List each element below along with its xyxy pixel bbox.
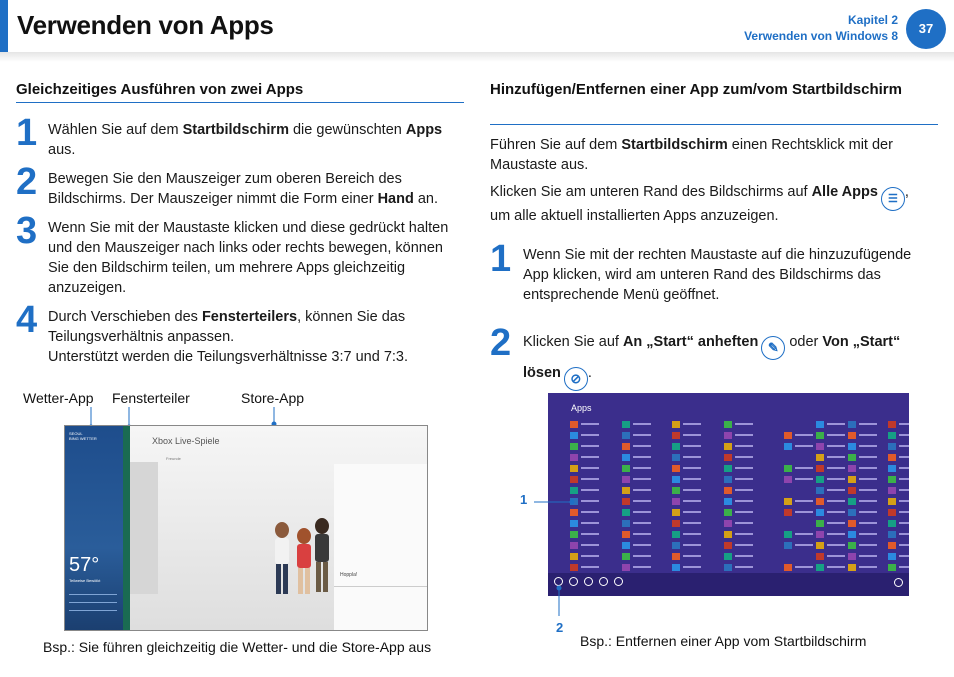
app-tile-label: [859, 555, 877, 557]
app-tile[interactable]: [784, 476, 792, 483]
app-tile[interactable]: [888, 421, 896, 428]
app-tile[interactable]: [816, 498, 824, 505]
app-tile[interactable]: [816, 531, 824, 538]
app-tile-label: [735, 445, 753, 447]
app-tile[interactable]: [784, 498, 792, 505]
app-tile[interactable]: [816, 487, 824, 494]
app-tile-label: [735, 522, 753, 524]
app-tile-label: [683, 566, 701, 568]
app-tile-label: [735, 434, 753, 436]
app-tile[interactable]: [622, 421, 630, 428]
app-tile-label: [735, 456, 753, 458]
app-tile-label: [581, 533, 599, 535]
page-number-badge: 37: [906, 9, 946, 49]
app-tile[interactable]: [622, 432, 630, 439]
app-tile[interactable]: [672, 564, 680, 571]
app-tile[interactable]: [848, 443, 856, 450]
app-tile-label: [899, 522, 909, 524]
app-tile-label: [633, 555, 651, 557]
app-tile[interactable]: [816, 542, 824, 549]
app-tile-label: [859, 489, 877, 491]
app-tile[interactable]: [848, 520, 856, 527]
app-tile[interactable]: [672, 443, 680, 450]
app-tile-label: [683, 445, 701, 447]
app-tile-label: [899, 467, 909, 469]
app-tile-label: [827, 467, 845, 469]
app-tile[interactable]: [622, 520, 630, 527]
app-tile-label: [581, 500, 599, 502]
heading-rule-right: [490, 124, 938, 125]
app-tile[interactable]: [622, 476, 630, 483]
app-tile-label: [827, 456, 845, 458]
app-tile-label: [899, 566, 909, 568]
app-tile[interactable]: [784, 531, 792, 538]
weather-city: SEOUL: [69, 431, 83, 436]
app-tile-label: [899, 555, 909, 557]
label-divider: Fensterteiler: [112, 390, 190, 406]
app-tile-label: [859, 522, 877, 524]
label-store-app: Store-App: [241, 390, 305, 406]
app-tile[interactable]: [888, 553, 896, 560]
app-tile-label: [581, 522, 599, 524]
section-heading-right: Hinzufügen/Entfernen einer App zum/vom Startbildschirm: [490, 81, 902, 98]
app-tile-label: [633, 456, 651, 458]
app-tile-label: [633, 467, 651, 469]
app-tile[interactable]: [888, 443, 896, 450]
app-tile-label: [827, 555, 845, 557]
label-weather-app: Wetter-App: [23, 390, 94, 406]
app-tile[interactable]: [848, 531, 856, 538]
weather-temp: 57°: [69, 554, 100, 576]
callout-2: 2: [556, 620, 564, 635]
app-tile-label: [683, 555, 701, 557]
app-tile-label: [795, 445, 813, 447]
app-bar-icon[interactable]: [584, 577, 593, 586]
app-tile[interactable]: [622, 487, 630, 494]
app-tile-label: [735, 478, 753, 480]
app-tile[interactable]: [848, 487, 856, 494]
app-tile-label: [683, 500, 701, 502]
app-tile[interactable]: [816, 443, 824, 450]
app-tile-label: [827, 478, 845, 480]
app-tile-label: [581, 511, 599, 513]
chapter-label: [744, 12, 898, 44]
app-tile[interactable]: [784, 564, 792, 571]
app-tile[interactable]: [724, 553, 732, 560]
app-tile-label: [859, 434, 877, 436]
friends-label: Freunde: [166, 456, 181, 461]
xbox-title: Xbox Live-Spiele: [152, 436, 220, 446]
step-text-1: Wählen Sie auf dem Startbildschirm die gewünschten Apps aus.: [48, 122, 443, 158]
app-tile[interactable]: [570, 443, 578, 450]
intro-paragraph-1: Führen Sie auf dem Startbildschirm einen Rechtsklick mit der Maustaste aus.: [490, 137, 893, 173]
app-tile[interactable]: [816, 509, 824, 516]
app-tile-label: [633, 533, 651, 535]
app-tile[interactable]: [724, 542, 732, 549]
app-tile[interactable]: [724, 476, 732, 483]
app-tile-label: [795, 544, 813, 546]
app-tile-label: [859, 456, 877, 458]
section-heading-left: Gleichzeitiges Ausführen von zwei Apps: [16, 81, 304, 98]
app-tile-label: [735, 467, 753, 469]
right-step-number-1: 1: [490, 238, 512, 280]
app-tile-label: [581, 566, 599, 568]
app-tile[interactable]: [724, 487, 732, 494]
app-tile-label: [633, 478, 651, 480]
app-tile[interactable]: [816, 432, 824, 439]
weather-app-name: BING WETTER: [69, 436, 97, 441]
app-tile-label: [859, 544, 877, 546]
app-tile[interactable]: [888, 520, 896, 527]
step-number-3: 3: [16, 210, 38, 252]
intro-paragraph-2: Klicken Sie am unteren Rand des Bildschirms auf Alle Apps ☰ ,: [490, 182, 938, 211]
app-tile[interactable]: [622, 443, 630, 450]
app-tile-label: [633, 566, 651, 568]
app-tile[interactable]: [784, 443, 792, 450]
app-tile[interactable]: [622, 553, 630, 560]
app-tile-label: [683, 467, 701, 469]
app-tile[interactable]: [848, 421, 856, 428]
store-app-pane: [130, 426, 427, 630]
app-tile-label: [581, 456, 599, 458]
app-tile-label: [859, 445, 877, 447]
app-tile-label: [795, 533, 813, 535]
app-tile-label: [581, 445, 599, 447]
app-tile[interactable]: [784, 542, 792, 549]
app-tile[interactable]: [622, 454, 630, 461]
app-tile-label: [633, 445, 651, 447]
app-tile[interactable]: [622, 531, 630, 538]
app-tile[interactable]: [848, 476, 856, 483]
app-tile-label: [735, 566, 753, 568]
app-tile[interactable]: [672, 421, 680, 428]
app-tile[interactable]: [672, 454, 680, 461]
app-tile-label: [683, 456, 701, 458]
app-tile-label: [899, 544, 909, 546]
app-tile[interactable]: [570, 421, 578, 428]
app-tile[interactable]: [816, 465, 824, 472]
app-tile[interactable]: [724, 498, 732, 505]
app-tile-label: [735, 544, 753, 546]
step-text-4: Durch Verschieben des Fensterteilers, können Sie das Teilungsverhältnis anpassen. Unterstützt werden die Teilungsverhältnisse 3:7 und 7:3.: [48, 309, 409, 365]
app-tile[interactable]: [672, 498, 680, 505]
app-tile-label: [735, 500, 753, 502]
callout-1: 1: [520, 492, 528, 507]
app-tile-label: [633, 522, 651, 524]
app-tile[interactable]: [888, 531, 896, 538]
all-apps-button[interactable]: [894, 578, 903, 587]
app-tile[interactable]: [622, 465, 630, 472]
app-tile-label: [827, 500, 845, 502]
app-tile-label: [859, 423, 877, 425]
app-tile-label: [899, 500, 909, 502]
app-tile-label: [683, 511, 701, 513]
app-tile[interactable]: [672, 553, 680, 560]
screenshot-all-apps: [548, 393, 909, 596]
figure-caption-right: Bsp.: Entfernen einer App vom Startbildschirm: [580, 633, 867, 649]
app-tile[interactable]: [672, 531, 680, 538]
app-tile[interactable]: [724, 432, 732, 439]
heading-rule-left: [16, 102, 464, 103]
app-tile-label: [633, 544, 651, 546]
app-tile[interactable]: [724, 454, 732, 461]
step-text-3: Wenn Sie mit der Maustaste klicken und diese gedrückt halten und den Mauszeiger nach links oder rechts bewegen, können Sie den Bildschirm teilen, um mehrere Apps gleichzeitig anzuzeigen.: [48, 220, 449, 296]
right-step-number-2: 2: [490, 322, 512, 364]
app-tile[interactable]: [888, 487, 896, 494]
app-tile[interactable]: [888, 465, 896, 472]
app-tile[interactable]: [672, 487, 680, 494]
app-tile-label: [633, 500, 651, 502]
app-tile-label: [859, 478, 877, 480]
app-tile[interactable]: [848, 542, 856, 549]
app-tile-label: [899, 478, 909, 480]
app-tile-label: [795, 434, 813, 436]
all-apps-icon: ☰: [881, 187, 905, 211]
app-tile[interactable]: [784, 509, 792, 516]
right-step-text-1: Wenn Sie mit der rechten Maustaste auf die hinzuzufügende App klicken, wird am unteren Rand des Bildschirms das entsprechende Menü geöffnet.: [523, 247, 912, 303]
app-tile-label: [827, 445, 845, 447]
app-tile[interactable]: [816, 421, 824, 428]
app-tile-label: [735, 489, 753, 491]
app-tile[interactable]: [784, 432, 792, 439]
app-tile[interactable]: [848, 564, 856, 571]
step-number-2: 2: [16, 161, 38, 203]
app-tile[interactable]: [672, 465, 680, 472]
app-bar-icon[interactable]: [614, 577, 623, 586]
app-tile-label: [827, 423, 845, 425]
app-tile[interactable]: [570, 432, 578, 439]
window-divider[interactable]: [123, 426, 130, 630]
app-tile-label: [899, 533, 909, 535]
avatar-figures: [260, 514, 340, 614]
app-tile-label: [735, 555, 753, 557]
screenshot-split-screen: [64, 425, 428, 631]
app-tile[interactable]: [672, 542, 680, 549]
app-tile[interactable]: [672, 520, 680, 527]
pin-icon: ✎: [761, 336, 785, 360]
app-tile[interactable]: [724, 564, 732, 571]
app-tile[interactable]: [570, 454, 578, 461]
app-tile-label: [859, 500, 877, 502]
app-tile-label: [683, 434, 701, 436]
app-tile[interactable]: [724, 421, 732, 428]
app-tile[interactable]: [622, 509, 630, 516]
app-tile-label: [683, 544, 701, 546]
app-tile[interactable]: [816, 476, 824, 483]
app-tile-label: [633, 489, 651, 491]
app-tile[interactable]: [724, 520, 732, 527]
app-tile[interactable]: [784, 465, 792, 472]
app-tile[interactable]: [888, 454, 896, 461]
app-tile[interactable]: [848, 553, 856, 560]
app-tile-label: [899, 456, 909, 458]
app-tile-label: [795, 511, 813, 513]
app-tile[interactable]: [848, 465, 856, 472]
app-tile-label: [581, 544, 599, 546]
app-tile-label: [633, 423, 651, 425]
app-tile[interactable]: [672, 432, 680, 439]
callout-lines-right: [520, 490, 580, 620]
app-tile[interactable]: [724, 443, 732, 450]
app-tile-label: [795, 500, 813, 502]
app-tile-label: [859, 467, 877, 469]
app-tile-label: [581, 489, 599, 491]
page-title: Verwenden von Apps: [17, 10, 274, 40]
app-tile[interactable]: [848, 432, 856, 439]
app-tile-label: [795, 467, 813, 469]
app-tile-label: [633, 434, 651, 436]
app-tile-label: [581, 478, 599, 480]
step-number-4: 4: [16, 299, 38, 341]
app-tile-grid: [548, 393, 909, 573]
app-tile-label: [899, 489, 909, 491]
app-tile-label: [827, 533, 845, 535]
app-tile[interactable]: [622, 564, 630, 571]
app-tile-label: [683, 533, 701, 535]
right-step-text-2: Klicken Sie auf An „Start“ anheften ✎ oder Von „Start“ lösen ⊘ .: [523, 329, 943, 391]
app-tile-label: [581, 555, 599, 557]
app-tile[interactable]: [848, 454, 856, 461]
app-tile[interactable]: [672, 476, 680, 483]
header-shadow: [0, 52, 954, 62]
app-tile-label: [683, 423, 701, 425]
app-tile[interactable]: [816, 553, 824, 560]
apps-title: Apps: [571, 403, 592, 413]
header-accent-bar: [0, 0, 8, 52]
app-tile[interactable]: [570, 465, 578, 472]
weather-app-pane: [65, 426, 123, 630]
app-tile[interactable]: [622, 498, 630, 505]
app-tile-label: [581, 434, 599, 436]
app-tile-label: [859, 511, 877, 513]
app-tile[interactable]: [816, 454, 824, 461]
app-tile-label: [795, 566, 813, 568]
app-tile[interactable]: [888, 432, 896, 439]
app-tile-label: [827, 489, 845, 491]
app-tile-label: [827, 511, 845, 513]
app-tile-label: [581, 423, 599, 425]
unpin-icon: ⊘: [564, 367, 588, 391]
app-tile[interactable]: [570, 476, 578, 483]
app-tile-label: [827, 522, 845, 524]
app-tile-label: [859, 566, 877, 568]
app-tile-label: [735, 423, 753, 425]
app-tile[interactable]: [848, 509, 856, 516]
app-tile-label: [633, 511, 651, 513]
app-tile-label: [899, 434, 909, 436]
hoppla-text: Hoppla!: [340, 572, 358, 578]
step-text-2: Bewegen Sie den Mauszeiger zum oberen Bereich des Bildschirms. Der Mauszeiger nimmt die Form einer Hand an.: [48, 171, 438, 207]
app-tile[interactable]: [622, 542, 630, 549]
step-number-1: 1: [16, 112, 38, 154]
app-tile-label: [827, 566, 845, 568]
app-tile-label: [795, 478, 813, 480]
app-tile-label: [899, 423, 909, 425]
app-tile[interactable]: [888, 476, 896, 483]
app-tile[interactable]: [888, 564, 896, 571]
app-tile-label: [735, 511, 753, 513]
app-tile[interactable]: [888, 498, 896, 505]
app-tile[interactable]: [816, 564, 824, 571]
weather-condition: Teilweise Bewölkt: [69, 578, 101, 583]
app-tile[interactable]: [724, 531, 732, 538]
app-tile-label: [899, 445, 909, 447]
app-tile-label: [899, 511, 909, 513]
app-tile-label: [683, 522, 701, 524]
app-bar-icon[interactable]: [599, 577, 608, 586]
app-tile-label: [859, 533, 877, 535]
app-tile[interactable]: [816, 520, 824, 527]
app-tile[interactable]: [848, 498, 856, 505]
app-tile[interactable]: [724, 465, 732, 472]
app-tile-label: [683, 489, 701, 491]
figure-caption-left: Bsp.: Sie führen gleichzeitig die Wetter- und die Store-App aus: [43, 639, 432, 655]
app-tile-label: [581, 467, 599, 469]
app-tile[interactable]: [888, 542, 896, 549]
app-tile-label: [827, 434, 845, 436]
app-tile-label: [827, 544, 845, 546]
intro-paragraph-2-tail: um alle aktuell installierten Apps anzuzeigen.: [490, 208, 779, 224]
app-tile-label: [735, 533, 753, 535]
chapter-title: Verwenden von Windows 8: [744, 29, 898, 43]
app-tile-label: [683, 478, 701, 480]
app-tile[interactable]: [888, 509, 896, 516]
chapter-number: Kapitel 2: [847, 13, 898, 27]
app-tile[interactable]: [672, 509, 680, 516]
app-tile[interactable]: [724, 509, 732, 516]
